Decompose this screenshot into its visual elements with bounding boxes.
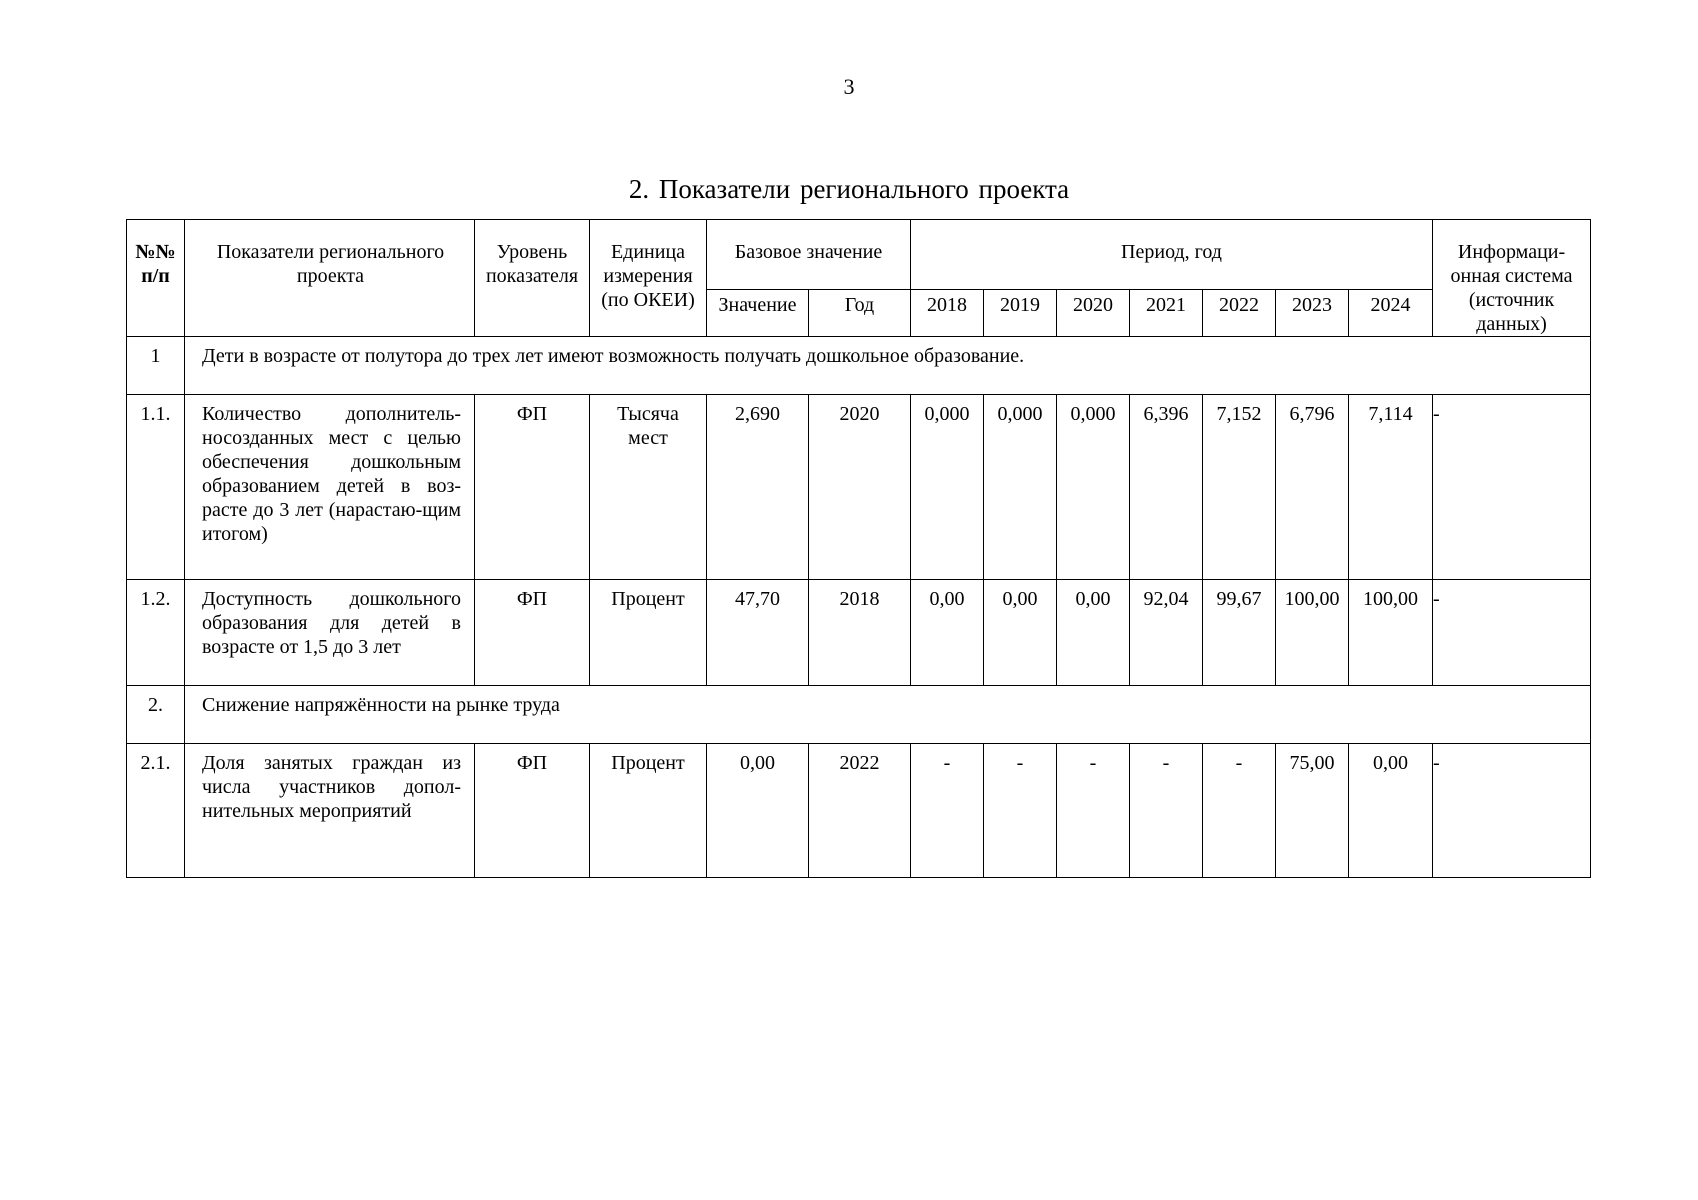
row-source: - [1433,395,1591,580]
row-value-2021: 6,396 [1130,395,1203,580]
header-base: Базовое значение [707,220,911,290]
row-base-year: 2018 [809,580,911,686]
row-value-2023: 6,796 [1276,395,1349,580]
table-row [127,395,1591,580]
row-value-2020: 0,000 [1057,395,1130,580]
row-value-2018: 0,00 [911,580,984,686]
row-unit: Тысяча мест [590,395,707,580]
goal-text: Дети в возрасте от полутора до трех лет имеют возможность получать дошкольное образование. [185,337,1591,395]
row-value-2018: 0,000 [911,395,984,580]
row-value-2021: 92,04 [1130,580,1203,686]
goal-text: Снижение напряжённости на рынке труда [185,686,1591,744]
header-year-2022: 2022 [1203,289,1276,336]
row-base-value: 0,00 [707,744,809,878]
row-value-2020: 0,00 [1057,580,1130,686]
header-year-2024: 2024 [1349,289,1433,336]
row-value-2024: 0,00 [1349,744,1433,878]
goal-num: 2. [127,686,185,744]
row-level: ФП [475,744,590,878]
row-num: 2.1. [127,744,185,878]
row-indicator-name: Количество дополнитель-носозданных мест с целью обеспечения дошкольным образованием детей в воз-расте до 3 лет (нарастаю-щим итогом) [185,395,475,580]
row-value-2022: 7,152 [1203,395,1276,580]
row-value-2020: - [1057,744,1130,878]
header-level: Уровень показателя [475,220,590,337]
header-year-2021: 2021 [1130,289,1203,336]
header-year-2020: 2020 [1057,289,1130,336]
row-source: - [1433,744,1591,878]
row-base-value: 2,690 [707,395,809,580]
header-base-value: Значение [707,289,809,336]
row-unit: Процент [590,744,707,878]
row-indicator-name: Доля занятых граждан из числа участников допол-нительных мероприятий [185,744,475,878]
row-level: ФП [475,580,590,686]
row-base-year: 2022 [809,744,911,878]
row-value-2019: 0,00 [984,580,1057,686]
row-value-2021: - [1130,744,1203,878]
goal-row [127,337,1591,395]
row-value-2022: - [1203,744,1276,878]
table-row [127,580,1591,686]
indicators-table [126,219,1591,878]
row-value-2018: - [911,744,984,878]
row-unit: Процент [590,580,707,686]
goal-row [127,686,1591,744]
header-period: Период, год [911,220,1433,290]
row-num: 1.1. [127,395,185,580]
section-title: 2. Показатели регионального проекта [628,174,1070,204]
header-base-year: Год [809,289,911,336]
header-indicator: Показатели регионального проекта [185,220,475,337]
row-value-2019: 0,000 [984,395,1057,580]
row-base-year: 2020 [809,395,911,580]
row-value-2023: 100,00 [1276,580,1349,686]
row-source: - [1433,580,1591,686]
header-year-2018: 2018 [911,289,984,336]
row-level: ФП [475,395,590,580]
table-row [127,744,1591,878]
row-value-2019: - [984,744,1057,878]
header-year-2023: 2023 [1276,289,1349,336]
row-value-2024: 7,114 [1349,395,1433,580]
header-num: №№ п/п [127,220,185,337]
row-value-2024: 100,00 [1349,580,1433,686]
header-info-system: Информаци- онная система (источник данных) [1433,220,1591,337]
row-indicator-name: Доступность дошкольного образования для детей в возрасте от 1,5 до 3 лет [185,580,475,686]
row-num: 1.2. [127,580,185,686]
page-number: 3 [843,74,855,99]
row-value-2022: 99,67 [1203,580,1276,686]
goal-num: 1 [127,337,185,395]
row-base-value: 47,70 [707,580,809,686]
row-value-2023: 75,00 [1276,744,1349,878]
header-year-2019: 2019 [984,289,1057,336]
header-unit: Единица измерения (по ОКЕИ) [590,220,707,337]
table-header-row [127,220,1591,290]
